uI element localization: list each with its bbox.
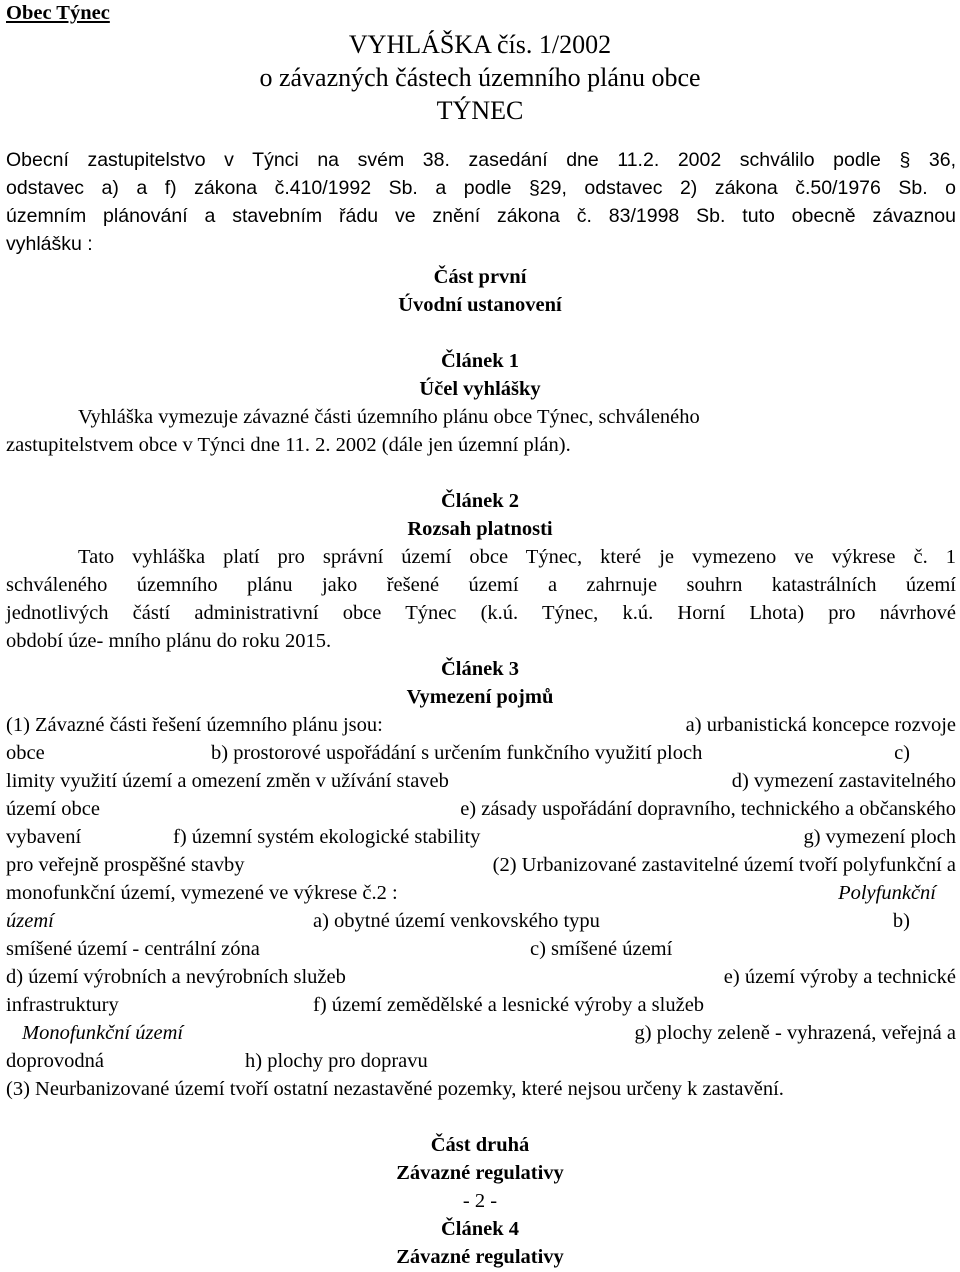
article-2-line-2: schváleného územního plánu jako řešené území a zahrnuje souhrn katastrálních území bbox=[6, 574, 956, 596]
article-3-line-8-left: území bbox=[6, 910, 54, 932]
article-1-line-2: zastupitelstvem obce v Týnci dne 11. 2. 2002 (dále jen územní plán). bbox=[6, 434, 571, 456]
article-3-line-9-right: c) smíšené území bbox=[530, 938, 673, 960]
article-3-line-5-right: g) vymezení ploch bbox=[803, 826, 956, 848]
municipality-link[interactable]: Obec Týnec bbox=[6, 2, 110, 24]
intro-line-4: vyhlášku : bbox=[6, 233, 93, 255]
article-3-line-5-middle: f) územní systém ekologické stability bbox=[173, 826, 481, 848]
article-4-subheading: Závazné regulativy bbox=[396, 1246, 564, 1268]
intro-line-1: Obecní zastupitelstvo v Týnci na svém 38. zasedání dne 11.2. 2002 schválilo podle § 36, bbox=[6, 149, 956, 171]
page-number: - 2 - bbox=[462, 1190, 498, 1212]
article-2-line-4: období úze- mního plánu do roku 2015. bbox=[6, 630, 332, 652]
article-3-line-3-left: limity využití území a omezení změn v užívání staveb bbox=[6, 770, 449, 792]
ordinance-title-line-1: VYHLÁŠKA čís. 1/2002 bbox=[348, 30, 612, 59]
article-3-line-8-right: b) bbox=[892, 910, 910, 932]
article-3-line-7-right: Polyfunkční bbox=[838, 882, 936, 904]
article-3-line-13-right: h) plochy pro dopravu bbox=[245, 1050, 428, 1072]
article-3-line-11-left: infrastruktury bbox=[6, 994, 119, 1016]
part-two-subheading: Závazné regulativy bbox=[396, 1162, 564, 1184]
article-3-line-14: (3) Neurbanizované území tvoří ostatní nezastavěné pozemky, které nejsou určeny k zastavění. bbox=[6, 1078, 784, 1100]
article-3-line-2-left: obce bbox=[6, 742, 45, 764]
article-1-heading: Článek 1 bbox=[440, 350, 520, 372]
article-4-heading: Článek 4 bbox=[440, 1218, 520, 1240]
article-3-line-6-left: pro veřejně prospěšné stavby bbox=[6, 854, 245, 876]
article-3-line-2-middle: b) prostorové uspořádání s určením funkčního využití ploch bbox=[211, 742, 703, 764]
article-3-line-3-right: d) vymezení zastavitelného bbox=[731, 770, 956, 792]
article-3-line-4-right: e) zásady uspořádání dopravního, technického a občanského bbox=[460, 798, 956, 820]
article-3-line-12-left: Monofunkční území bbox=[22, 1022, 184, 1044]
article-3-line-9-left: smíšené území - centrální zóna bbox=[6, 938, 260, 960]
article-3-line-6-right: (2) Urbanizované zastavitelné území tvoří polyfunkční a bbox=[492, 854, 956, 876]
article-3-line-10-right: e) území výroby a technické bbox=[723, 966, 956, 988]
ordinance-title-line-2: o závazných částech územního plánu obce bbox=[259, 63, 701, 92]
article-3-line-11-right: f) území zemědělské a lesnické výroby a služeb bbox=[313, 994, 705, 1016]
article-3-heading: Článek 3 bbox=[440, 658, 520, 680]
article-3-line-1-left: (1) Závazné části řešení územního plánu jsou: bbox=[6, 714, 383, 736]
part-two-heading: Část druhá bbox=[430, 1134, 530, 1156]
part-one-heading: Část první bbox=[433, 266, 527, 288]
article-3-line-8-middle: a) obytné území venkovského typu bbox=[313, 910, 600, 932]
article-3-line-5-left: vybavení bbox=[6, 826, 82, 848]
article-3-line-7-left: monofunkční území, vymezené ve výkrese č.2 : bbox=[6, 882, 398, 904]
part-one-subheading: Úvodní ustanovení bbox=[398, 294, 562, 316]
ordinance-title-line-3: TÝNEC bbox=[436, 96, 524, 125]
intro-line-3: územním plánování a stavebním řádu ve znění zákona č. 83/1998 Sb. tuto obecně závaznou bbox=[6, 205, 956, 227]
article-2-heading: Článek 2 bbox=[440, 490, 520, 512]
article-2-line-1: Tato vyhláška platí pro správní území obce Týnec, které je vymezeno ve výkrese č. 1 bbox=[78, 546, 956, 568]
article-2-subheading: Rozsah platnosti bbox=[407, 518, 553, 540]
article-3-line-12-right: g) plochy zeleně - vyhrazená, veřejná a bbox=[634, 1022, 956, 1044]
article-3-line-13-left: doprovodná bbox=[6, 1050, 104, 1072]
article-3-line-2-right: c) bbox=[894, 742, 910, 764]
article-3-line-10-left: d) území výrobních a nevýrobních služeb bbox=[6, 966, 346, 988]
article-3-subheading: Vymezení pojmů bbox=[406, 686, 554, 708]
article-3-line-4-left: území obce bbox=[6, 798, 100, 820]
article-2-line-3: jednotlivých částí administrativní obce Týnec (k.ú. Týnec, k.ú. Horní Lhota) pro návrhové bbox=[6, 602, 956, 624]
intro-line-2: odstavec a) a f) zákona č.410/1992 Sb. a podle §29, odstavec 2) zákona č.50/1976 Sb. o bbox=[6, 177, 956, 199]
article-1-subheading: Účel vyhlášky bbox=[419, 378, 541, 400]
article-1-line-1: Vyhláška vymezuje závazné části územního plánu obce Týnec, schváleného bbox=[78, 406, 700, 428]
article-3-line-1-right: a) urbanistická koncepce rozvoje bbox=[685, 714, 956, 736]
